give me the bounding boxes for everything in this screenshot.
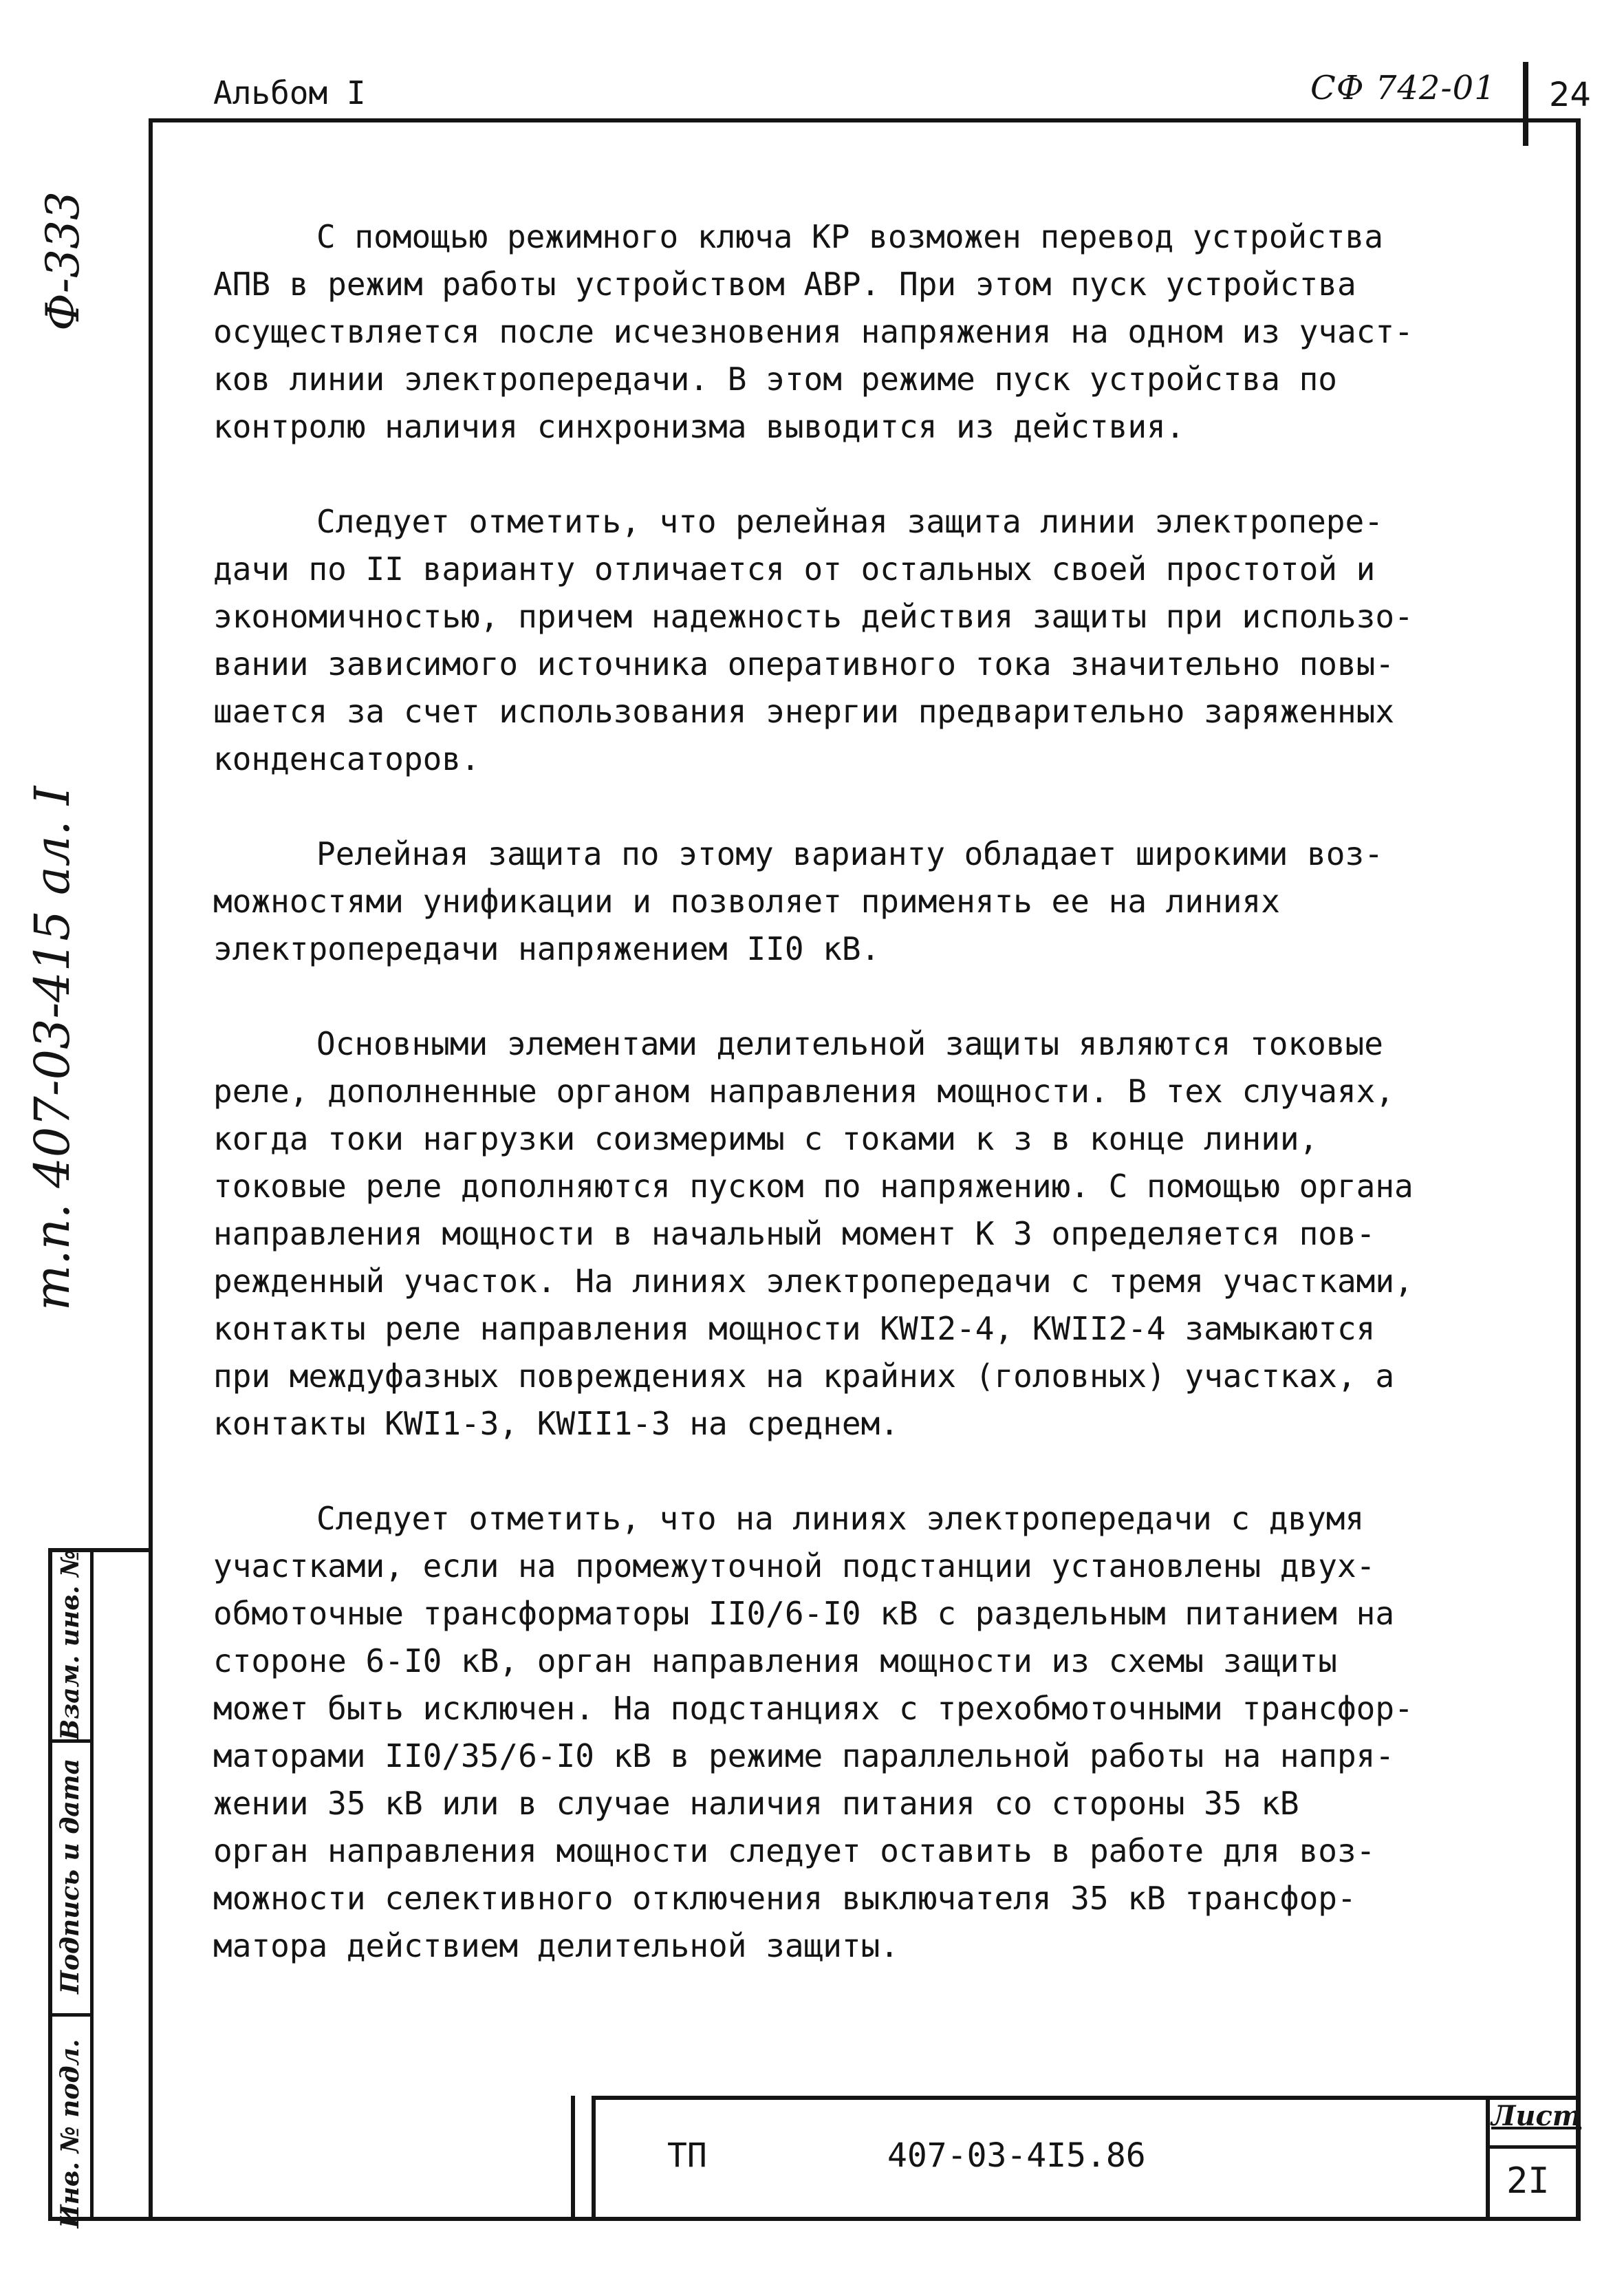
- top-sheet-number: 24: [1549, 76, 1592, 114]
- paragraph-3: [213, 830, 1506, 973]
- text-line: маторами II0/35/6-I0 кВ в режиме параллельной работы на напря-: [213, 1737, 1395, 1774]
- side-label-sign: Подпись и дата: [56, 1758, 85, 1995]
- paragraph-1: [213, 213, 1506, 451]
- text-line: АПВ в режим работы устройством АВР. При этом пуск устройства: [213, 266, 1356, 303]
- text-line: реле, дополненные органом направления мощности. В тех случаях,: [213, 1073, 1395, 1110]
- text-line: конденсаторов.: [213, 740, 480, 777]
- text-line: контакты KWI1-3, KWII1-3 на среднем.: [213, 1405, 899, 1442]
- text-line: направления мощности в начальный момент К З определяется пов-: [213, 1215, 1376, 1252]
- text-line: контакты реле направления мощности KWI2-4, KWII2-4 замыкаются: [213, 1310, 1376, 1347]
- paragraph-gap: [213, 451, 1506, 498]
- text-line: может быть исключен. На подстанциях с трехобмоточными трансфор-: [213, 1690, 1414, 1727]
- title-block-sheet-label: Лист: [1491, 2100, 1582, 2132]
- text-line: шается за счет использования энергии предварительно заряженных: [213, 693, 1395, 730]
- text-line: при междуфазных повреждениях на крайних (головных) участках, а: [213, 1357, 1395, 1395]
- text-line: обмоточные трансформаторы II0/6-I0 кВ с раздельным питанием на: [213, 1595, 1395, 1632]
- side-label-inv: Инв. № подл.: [56, 2039, 85, 2229]
- paragraph-4: [213, 1020, 1506, 1448]
- text-line: матора действием делительной защиты.: [213, 1927, 899, 1964]
- text-line: можности селективного отключения выключателя 35 кВ трансфор-: [213, 1880, 1356, 1917]
- form-stamp: Ф-333: [36, 191, 89, 331]
- paragraph-gap: [213, 1448, 1506, 1495]
- side-table: [48, 1548, 149, 2229]
- text-line: экономичностью, причем надежность действия защиты при использо-: [213, 598, 1414, 635]
- text-line: участками, если на промежуточной подстанции установлены двух-: [213, 1547, 1376, 1585]
- text-line: дачи по II варианту отличается от остальных своей простотой и: [213, 550, 1376, 588]
- text-line: осуществляется после исчезновения напряжения на одном из участ-: [213, 313, 1414, 350]
- text-line: электропередачи напряжением II0 кВ.: [213, 930, 880, 967]
- title-block-sheet-number: 2I: [1506, 2160, 1550, 2202]
- title-block-sheet-divider: [1486, 2145, 1581, 2149]
- text-line: вании зависимого источника оперативного тока значительно повы-: [213, 645, 1395, 683]
- title-block-left-edge: [571, 2096, 592, 2221]
- text-line: можностями унификации и позволяет применять ее на линиях: [213, 883, 1280, 920]
- paragraph-gap: [213, 783, 1506, 830]
- text-line: жении 35 кВ или в случае наличия питания со стороны 35 кВ: [213, 1785, 1299, 1822]
- text-line: С помощью режимного ключа КР возможен перевод устройства: [316, 218, 1383, 255]
- text-line: орган направления мощности следует оставить в работе для воз-: [213, 1832, 1376, 1869]
- text-line: стороне 6-I0 кВ, орган направления мощности из схемы защиты: [213, 1642, 1337, 1679]
- text-line: токовые реле дополняются пуском по напряжению. С помощью органа: [213, 1168, 1414, 1205]
- handwritten-code: СФ 742-01: [1310, 69, 1496, 107]
- side-label-replace: Взам. инв. №: [56, 1549, 85, 1741]
- text-line: ков линии электропередачи. В этом режиме пуск устройства по: [213, 361, 1337, 398]
- text-line: режденный участок. На линиях электропередачи с тремя участками,: [213, 1263, 1414, 1300]
- text-line: Следует отметить, что на линиях электропередачи с двумя: [316, 1500, 1365, 1537]
- title-block-doc-number: 407-03-4I5.86: [887, 2136, 1146, 2175]
- text-line: контролю наличия синхронизма выводится из действия.: [213, 408, 1185, 445]
- text-line: когда токи нагрузки соизмеримы с токами к з в конце линии,: [213, 1120, 1319, 1157]
- paragraph-5: [213, 1495, 1506, 1970]
- body-text: [213, 213, 1506, 1970]
- text-line: Основными элементами делительной защиты являются токовые: [316, 1025, 1383, 1062]
- project-stamp: т.п. 407-03-415 ал. I: [24, 786, 80, 1311]
- paragraph-2: [213, 498, 1506, 783]
- text-line: Релейная защита по этому варианту обладает широкими воз-: [316, 835, 1383, 872]
- text-line: Следует отметить, что релейная защита линии электропере-: [316, 503, 1383, 540]
- paragraph-gap: [213, 973, 1506, 1020]
- album-title: Альбом I: [213, 74, 366, 111]
- title-block-tp: ТП: [667, 2136, 707, 2175]
